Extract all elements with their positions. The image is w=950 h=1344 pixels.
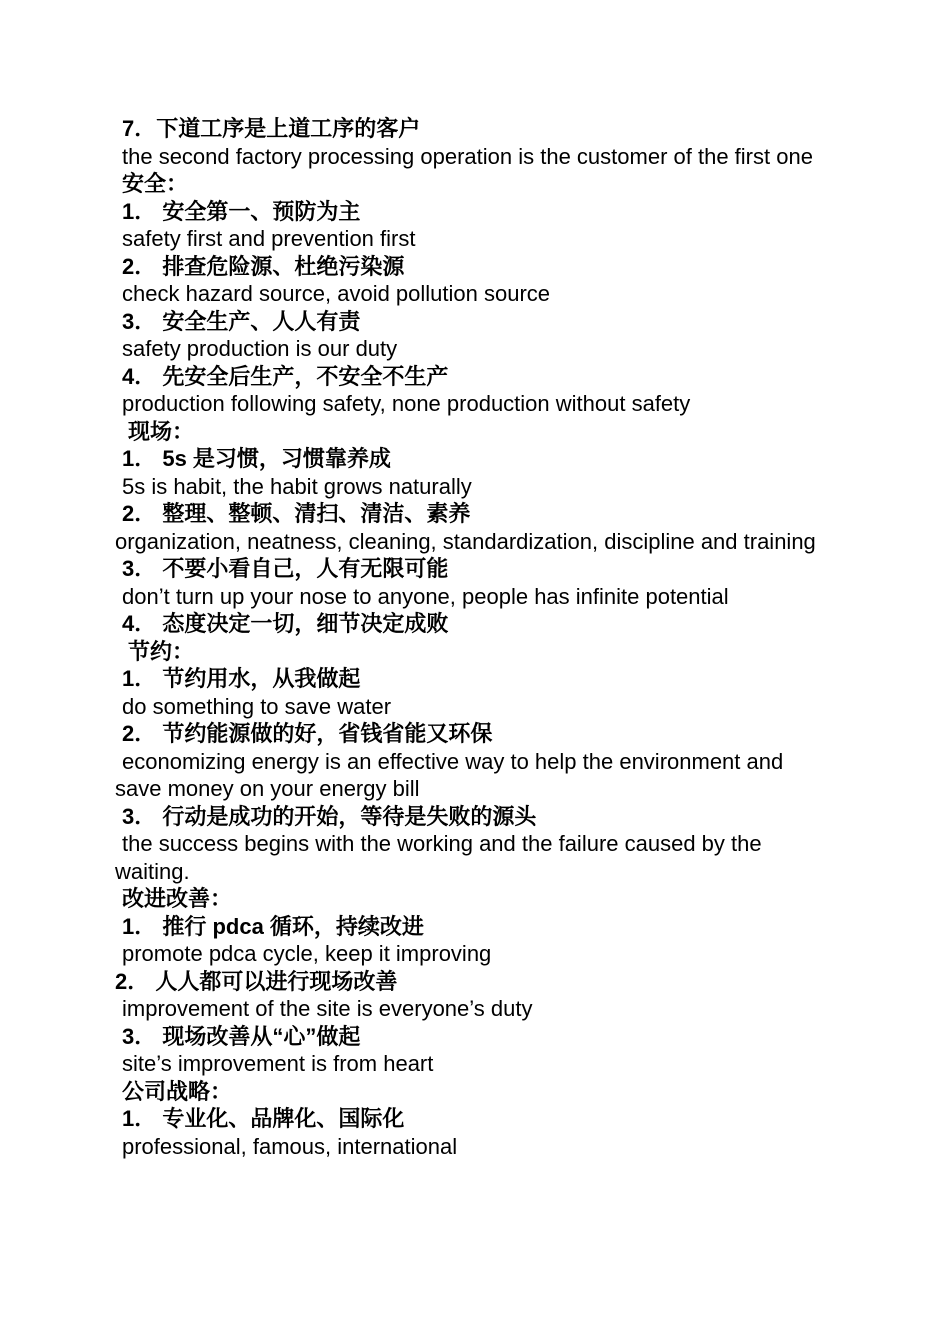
document-body bbox=[115, 115, 835, 1160]
item-translation: promote pdca cycle, keep it improving bbox=[122, 941, 492, 966]
item-translation: the second factory processing operation is the customer of the first one bbox=[122, 143, 813, 169]
item-heading: 3． 不要小看自己，人有无限可能 bbox=[122, 556, 449, 581]
item-heading: 4． 态度决定一切，细节决定成败 bbox=[122, 611, 449, 636]
item-translation: production following safety, none production without safety bbox=[122, 391, 691, 416]
item-heading: 7．下道工序是上道工序的客户 bbox=[122, 116, 421, 141]
item-heading: 1． 5s 是习惯，习惯靠养成 bbox=[122, 446, 391, 471]
item-heading: 2． 排查危险源、杜绝污染源 bbox=[122, 253, 405, 279]
item-translation: improvement of the site is everyone’s duty bbox=[122, 996, 533, 1021]
item-translation: check hazard source, avoid pollution source bbox=[122, 281, 551, 306]
item-heading: 2． 整理、整顿、清扫、清洁、素养 bbox=[122, 501, 471, 526]
item-translation: 5s is habit, the habit grows naturally bbox=[122, 473, 472, 499]
section-heading-safety: 安全： bbox=[122, 171, 189, 196]
item-translation: don’t turn up your nose to anyone, people has infinite potential bbox=[122, 583, 729, 609]
item-translation: organization, neatness, cleaning, standardization, discipline and training bbox=[115, 528, 816, 554]
section-heading-improvement: 改进改善： bbox=[122, 886, 233, 911]
section-heading-saving: 节约： bbox=[128, 638, 195, 664]
item-heading: 4． 先安全后生产，不安全不生产 bbox=[122, 363, 449, 389]
item-translation: site’s improvement is from heart bbox=[122, 1051, 434, 1076]
item-heading: 2． 人人都可以进行现场改善 bbox=[115, 968, 398, 994]
item-translation: professional, famous, international bbox=[122, 1133, 458, 1159]
item-heading: 1． 推行 pdca 循环，持续改进 bbox=[122, 913, 424, 939]
item-heading: 3． 现场改善从“心”做起 bbox=[122, 1023, 361, 1049]
item-translation: economizing energy is an effective way to help the environment and save money on your energy bill bbox=[115, 748, 790, 801]
section-heading-strategy: 公司战略： bbox=[122, 1078, 233, 1104]
item-heading: 1． 节约用水，从我做起 bbox=[122, 666, 361, 691]
item-heading: 1． 安全第一、预防为主 bbox=[122, 198, 361, 224]
item-heading: 3． 行动是成功的开始，等待是失败的源头 bbox=[122, 803, 537, 829]
item-translation: do something to save water bbox=[122, 693, 392, 719]
item-translation: the success begins with the working and the failure caused by the waiting. bbox=[115, 831, 768, 884]
item-heading: 3． 安全生产、人人有责 bbox=[122, 308, 361, 334]
item-heading: 1． 专业化、品牌化、国际化 bbox=[122, 1106, 405, 1131]
item-translation: safety first and prevention first bbox=[122, 226, 416, 251]
item-translation: safety production is our duty bbox=[122, 336, 398, 361]
item-heading: 2． 节约能源做的好，省钱省能又环保 bbox=[122, 721, 493, 746]
section-heading-site: 现场： bbox=[128, 418, 195, 444]
